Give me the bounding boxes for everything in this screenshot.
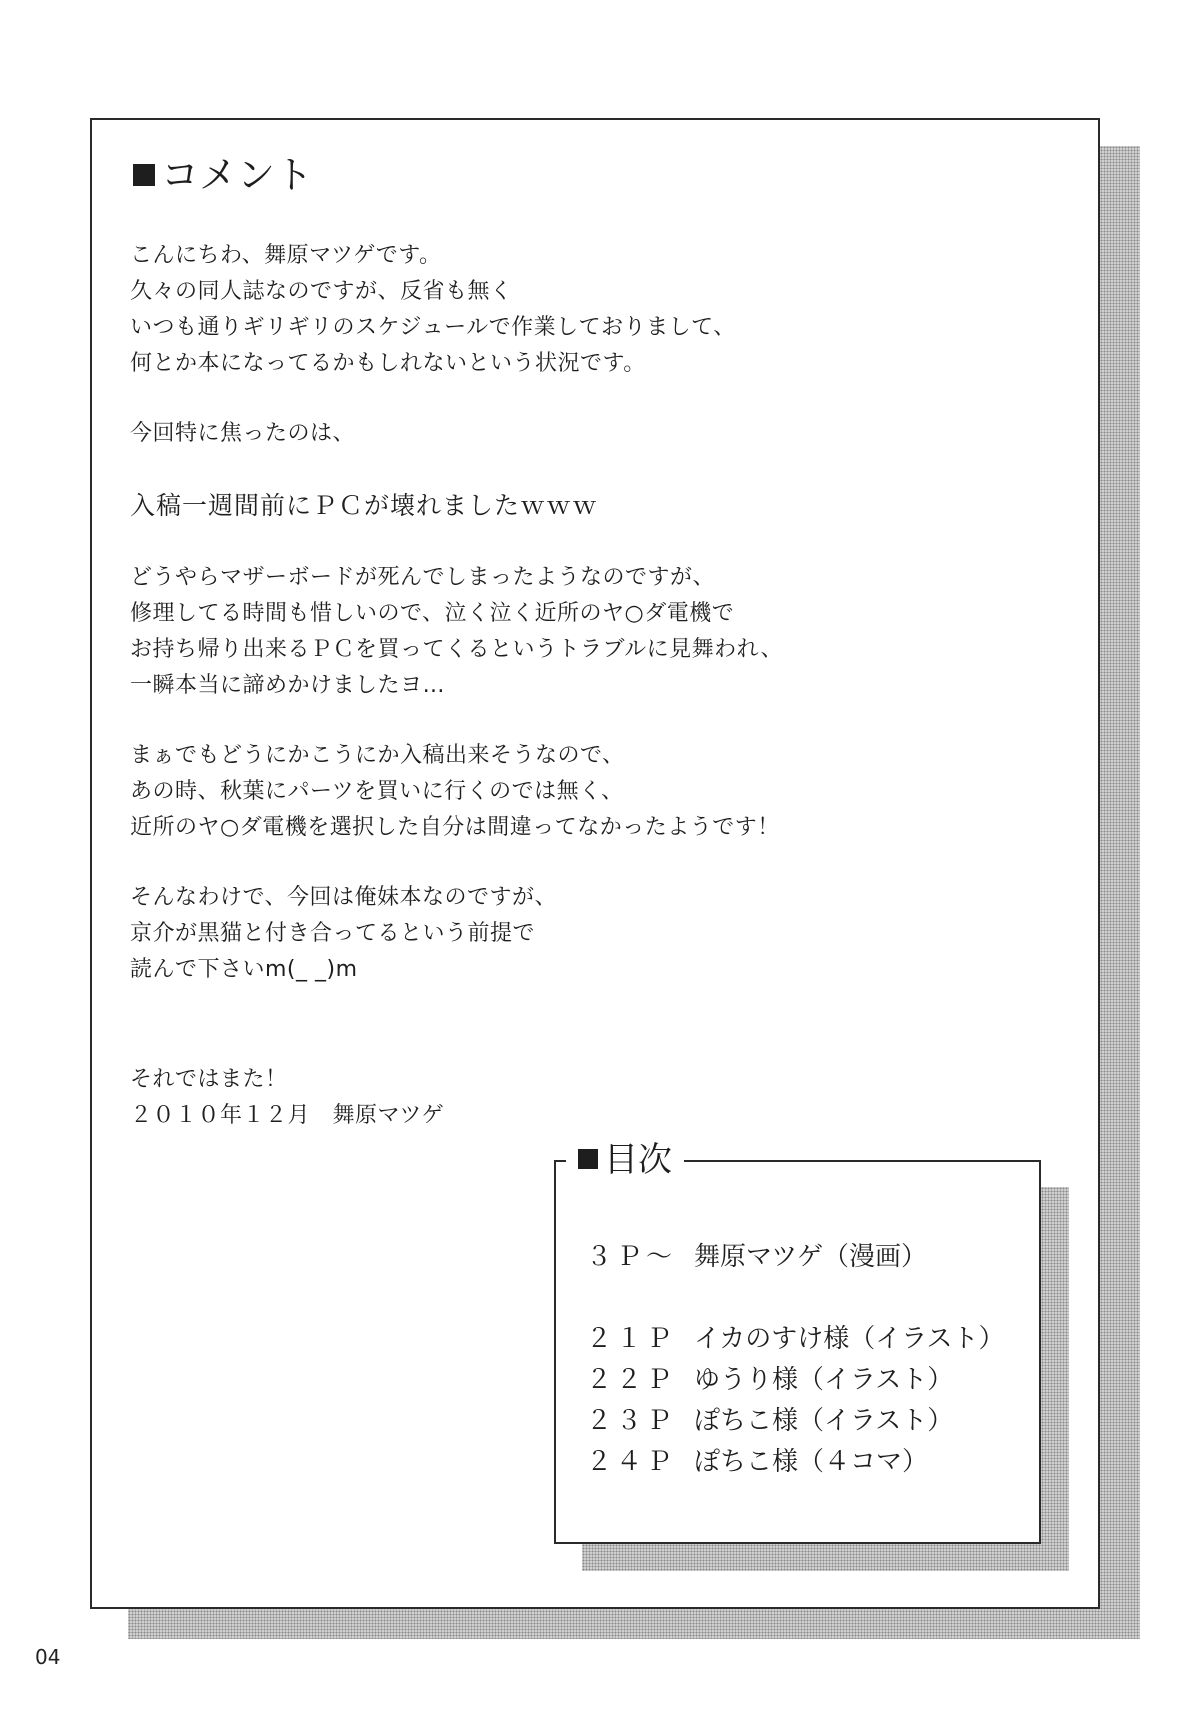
text-line: お持ち帰り出来るＰＣを買ってくるというトラブルに見舞われ、	[130, 637, 783, 662]
text-line: どうやらマザーボードが死んでしまったようなのですが、	[130, 565, 716, 590]
toc-panel	[554, 1140, 1041, 1544]
text-line: あの時、秋葉にパーツを買いに行くのでは無く、	[130, 779, 624, 804]
toc-entry-page: ２１Ｐ	[586, 1324, 677, 1354]
toc-entry	[586, 1326, 1004, 1352]
toc-entry-title: ゆうり様（イラスト）	[694, 1365, 954, 1395]
text-line: まぁでもどうにかこうにか入稿出来そうなので、	[130, 743, 625, 768]
text-line: こんにちわ、舞原マツゲです。	[130, 243, 442, 268]
text-line: 何とか本になってるかもしれないという状況です。	[130, 351, 646, 376]
toc-entry-title: イカのすけ様（イラスト）	[694, 1324, 1005, 1354]
toc-entry	[586, 1408, 953, 1434]
text-line: 近所のヤ○ダ電機を選択した自分は間違ってなかったようです！	[130, 815, 780, 840]
text-line: 修理してる時間も惜しいので、泣く泣く近所のヤ○ダ電機で	[130, 601, 735, 626]
square-bullet-icon	[578, 1149, 598, 1169]
toc-entry-title: ぽちこ様（イラスト）	[694, 1406, 954, 1436]
toc-entry-page: ２２Ｐ	[586, 1365, 677, 1395]
emphasis-line: 入稿一週間前にＰＣが壊れましたｗｗｗ	[130, 491, 599, 520]
toc-heading-text: 目次	[604, 1140, 672, 1180]
toc-entry	[586, 1449, 928, 1475]
text-line: 今回特に焦ったのは、	[130, 421, 356, 446]
text-line: 京介が黒猫と付き合ってるという前提で	[130, 921, 536, 946]
date-author: ２０１０年１２月 舞原マツゲ	[130, 1103, 445, 1128]
square-bullet-icon	[133, 164, 155, 186]
closing-text: それではまた！	[130, 1067, 288, 1092]
toc-heading	[566, 1132, 684, 1188]
toc-entry-title: 舞原マツゲ（漫画）	[694, 1242, 927, 1272]
text-line: 久々の同人誌なのですが、反省も無く	[130, 279, 513, 304]
paragraph-premise	[130, 880, 1030, 988]
paragraph-intro	[130, 416, 1030, 452]
comment-body	[130, 238, 1030, 1022]
paragraph-greeting	[130, 238, 1030, 382]
text-line: 読んで下さいm(_ _)m	[130, 957, 358, 982]
paragraph-emphasis	[130, 486, 1030, 526]
text-line: 一瞬本当に諦めかけましたヨ…	[130, 673, 446, 698]
page-number: 04	[35, 1645, 61, 1669]
paragraph-story	[130, 560, 1030, 704]
text-line: そんなわけで、今回は俺妹本なのですが、	[130, 885, 558, 910]
toc-entry-page: ２４Ｐ	[586, 1447, 677, 1477]
text-line: いつも通りギリギリのスケジュールで作業しておりまして、	[130, 315, 736, 340]
toc-entry-page: ３Ｐ～	[586, 1242, 677, 1272]
signature-block	[130, 1062, 444, 1134]
toc-entry-title: ぽちこ様（４コマ）	[694, 1447, 929, 1477]
toc-entry	[586, 1244, 927, 1270]
paragraph-conclusion	[130, 738, 1030, 846]
comment-heading	[133, 153, 314, 197]
toc-entry	[586, 1367, 953, 1393]
toc-entry-page: ２３Ｐ	[586, 1406, 677, 1436]
comment-heading-text: コメント	[161, 153, 314, 197]
